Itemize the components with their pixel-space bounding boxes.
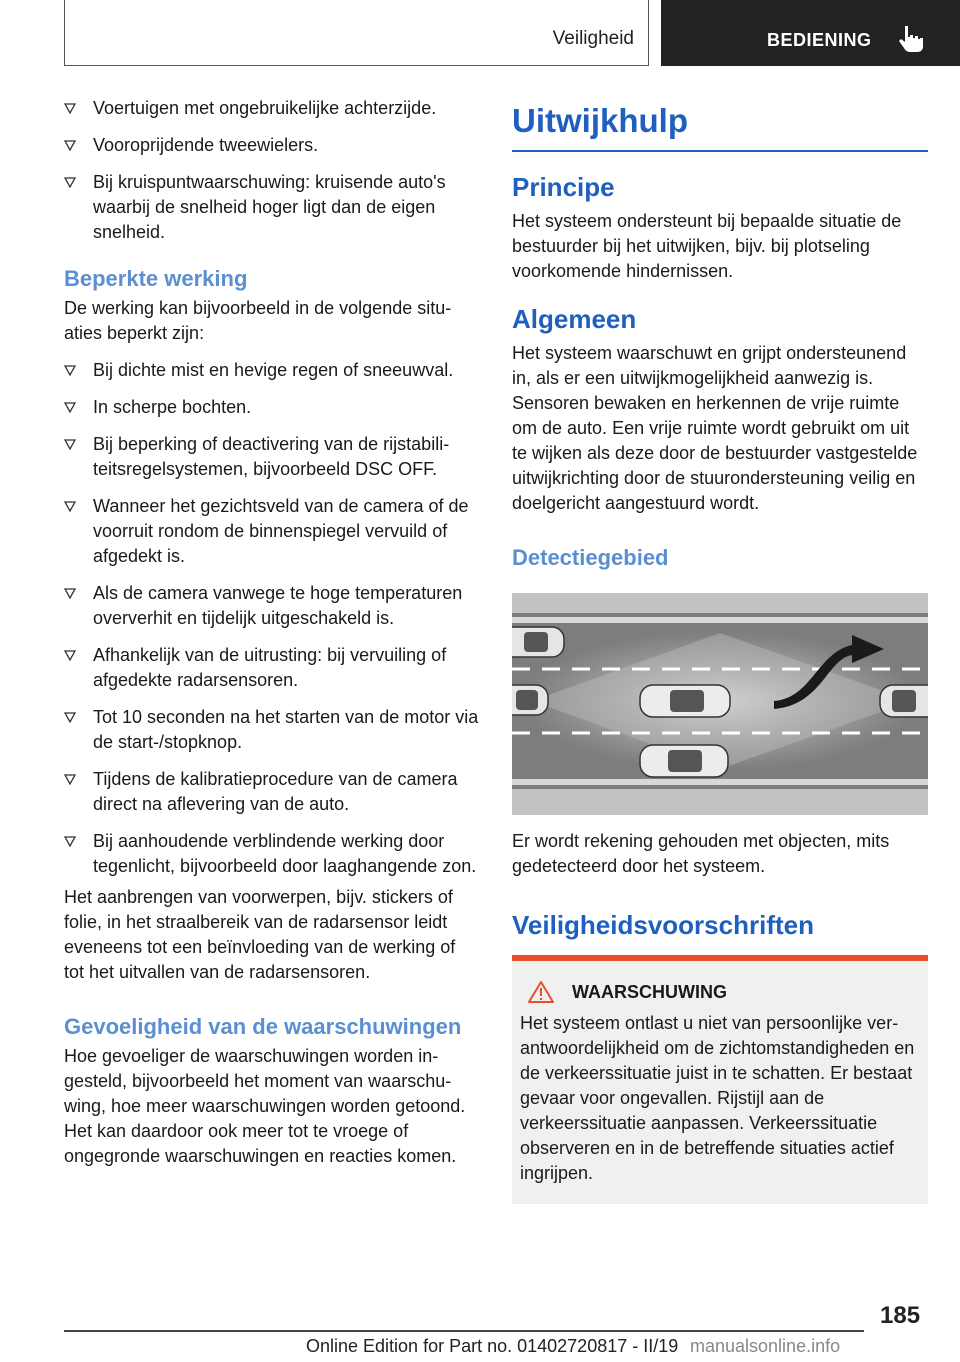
detection-heading: Detectiegebied [512,545,669,570]
triangle-bullet-icon [64,365,76,376]
limited-after-text: Het aanbrengen van voorwerpen, bijv. stickers of folie, in het straalbereik van de radarsensor leidt eveneens tot een beïnvloeding van de werking of tot het uitvallen van de radarsensoren. [64,887,456,982]
triangle-bullet-icon [64,177,76,188]
list-item: Vooroprijdende tweewielers. [64,133,480,158]
car-left-top [512,627,564,657]
list-item: Bij aanhoudende verblindende werking door tegenlicht, bijvoorbeeld door laaghangende zon. [64,829,480,879]
header-chapter-tab [661,0,960,66]
page-title: Uitwijkhulp [512,100,928,152]
principle-text: Het systeem ondersteunt bij bepaalde situatie de bestuurder bij het uitwijken, bijv. bij plotseling voorkomende hindernissen. [512,211,902,281]
left-column [64,96,480,1169]
list-item: Tijdens de kalibratieprocedure van de camera direct na aflevering van de auto. [64,767,480,817]
triangle-bullet-icon [64,774,76,785]
limited-text: De werking kan bijvoorbeeld in de volgende situaties beperkt zijn: [64,298,452,343]
car-left-middle [512,685,548,715]
limited-bullet-list [64,358,480,879]
safety-heading: Veiligheidsvoorschriften [512,910,814,940]
sensitivity-text: Hoe gevoeliger de waarschuwingen worden ingesteld, bijvoorbeeld het moment van waarschuwing, hoe meer waarschuwingen worden getoond. Het kan daardoor ook meer tot te vroege of ongegronde waarschuwingen en reacties komen. [64,1046,466,1166]
triangle-bullet-icon [64,103,76,114]
list-item: Bij kruispuntwaarschuwing: kruisende auto's waarbij de snelheid hoger ligt dan de eigen snelheid. [64,170,480,245]
list-item: Bij dichte mist en hevige regen of sneeuwval. [64,358,480,383]
list-item: Bij beperking of deactivering van de rijstabiliteitsregelsystemen, bijvoorbeeld DSC OFF. [64,432,480,482]
warning-title-row [528,981,920,1003]
triangle-bullet-icon [64,712,76,723]
general-text: Het systeem waarschuwt en grijpt ondersteunend in, als er een uitwijkmogelijkheid aanwezig is. Sensoren bewaken en herkennen de vrije ruimte om de auto. Een vrije ruimte wordt gebruikt om uit te wijken als deze door de bestuurder vastgestelde uitwijkrichting door de stuurondersteuning veilig en doelgericht aangestuurd wordt. [512,343,918,513]
road-scene-illustration [512,593,928,815]
footer-edition: Online Edition for Part no. 01402720817 - II/19 [306,1336,679,1356]
header-section-title: Veiligheid [552,28,634,49]
detection-area-illustration [512,593,928,815]
principle-heading: Principe [512,172,615,202]
list-item: Tot 10 seconden na het starten van de motor via de start-/stopknop. [64,705,480,755]
limited-heading: Beperkte werking [64,266,248,291]
triangle-bullet-icon [64,402,76,413]
sensitivity-heading: Gevoeligheid van de waarschuwingen [64,1014,462,1039]
triangle-bullet-icon [64,140,76,151]
triangle-bullet-icon [64,501,76,512]
figure-caption: Er wordt rekening gehouden met objecten, mits gedetecteerd door het systeem. [512,831,890,876]
warning-text: Het systeem ontlast u niet van persoonlijke verantwoordelijkheid om de zichtomstandigheden en de verkeerssituatie juist in te schatten. Er bestaat gevaar voor ongevallen. Rijstijl aan de verkeerssituatie aanpassen. Verkeerssituatie observeren en in de betreffende situaties actief ingrijpen. [520,1013,915,1183]
general-heading: Algemeen [512,304,637,334]
triangle-bullet-icon [64,588,76,599]
car-lower [640,745,728,777]
pointing-hand-icon [897,24,925,54]
footer-watermark: manualsonline.info [690,1336,841,1356]
footer-divider [64,1330,864,1332]
header-section-box [64,0,649,66]
page-number: 185 [880,1302,921,1329]
header-chapter-label: BEDIENING [767,30,872,50]
warning-title: WAARSCHUWING [572,981,727,1002]
car-ego [640,685,730,717]
list-item: Als de camera vanwege te hoge temperaturen oververhit en tijdelijk uitgeschakeld is. [64,581,480,631]
list-item: Afhankelijk van de uitrusting: bij vervuiling of afgedekte radarsensoren. [64,643,480,693]
intro-bullet-list [64,96,480,245]
warning-triangle-icon [528,981,554,1003]
list-item: In scherpe bochten. [64,395,480,420]
triangle-bullet-icon [64,650,76,661]
page-header [0,0,960,66]
right-column [512,100,928,1204]
list-item: Wanneer het gezichtsveld van de camera of de voorruit rondom de binnenspiegel vervuild of afgedekt is. [64,494,480,569]
warning-box [512,955,928,1204]
list-item: Voertuigen met ongebruikelijke achterzijde. [64,96,480,121]
car-right-front [880,685,928,717]
triangle-bullet-icon [64,836,76,847]
triangle-bullet-icon [64,439,76,450]
